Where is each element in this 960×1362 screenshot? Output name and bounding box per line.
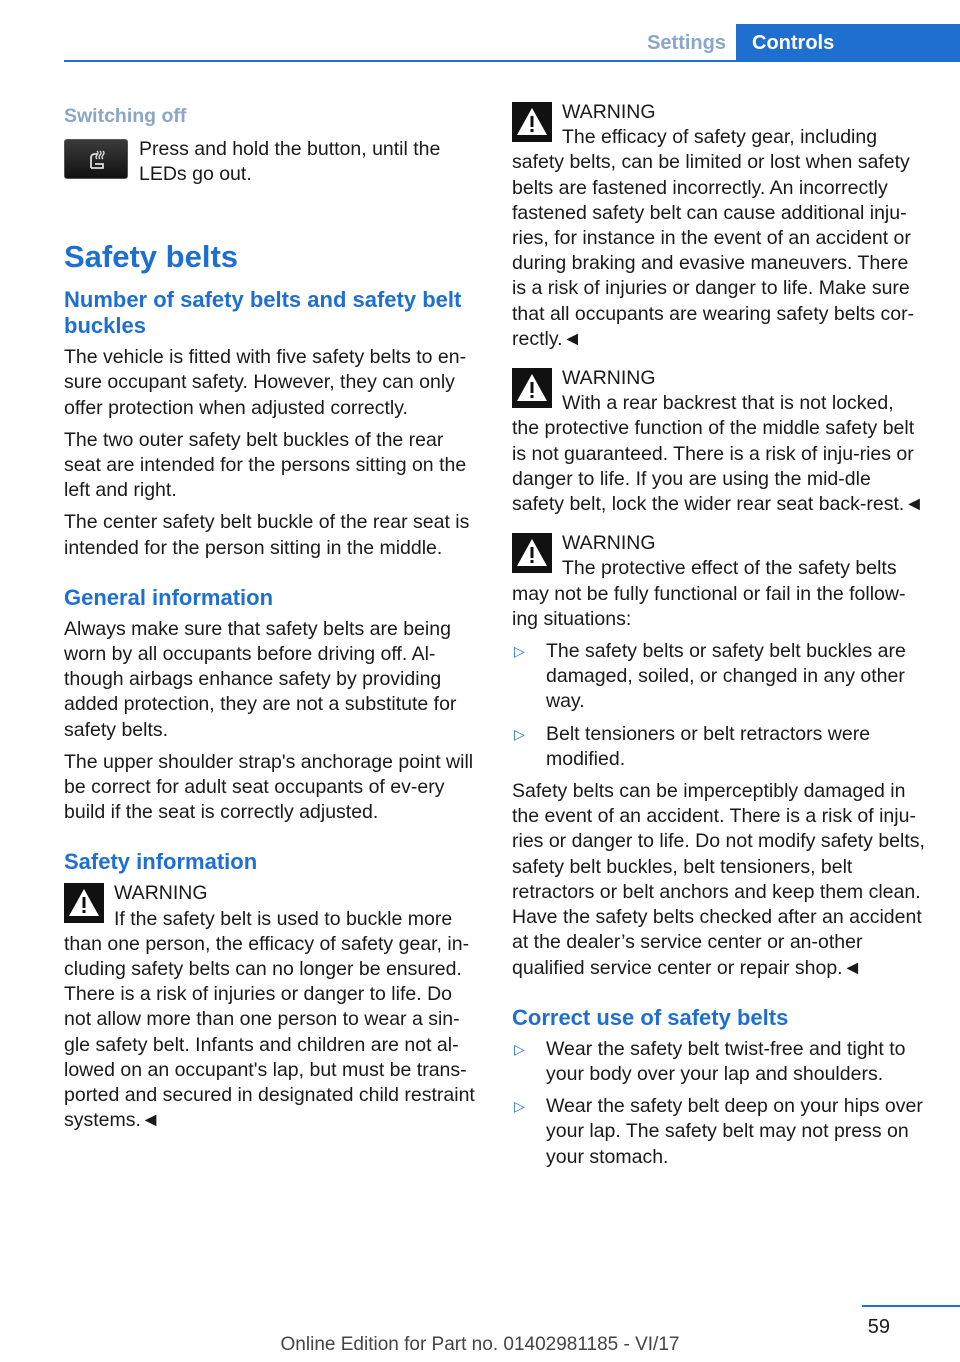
bullet-triangle-icon: ▷ bbox=[514, 643, 525, 660]
warning-triangle-icon bbox=[515, 536, 549, 570]
warning-triangle-icon bbox=[67, 886, 101, 920]
warning-title: WARNING bbox=[114, 882, 208, 905]
warning-block-3 bbox=[512, 366, 926, 517]
warning-text: With a rear backrest that is not locked, the protective function of the middle safety belt is not guaranteed. There is a risk of inju-ries or danger to life. If you are using the mid-dle safety belt, lock the wider rear seat back-rest.◄ bbox=[512, 392, 924, 516]
seat-heating-button-image bbox=[64, 139, 128, 179]
warning-title: WARNING bbox=[562, 367, 656, 390]
seat-heating-icon bbox=[85, 148, 109, 172]
warning-4-list bbox=[512, 639, 926, 772]
switching-off-text: Press and hold the button, until the LEDs go out. bbox=[139, 138, 441, 186]
list-item: ▷ Belt tensioners or belt retractors were modified. bbox=[514, 722, 871, 770]
correct-use-list bbox=[512, 1037, 926, 1170]
number-paragraph-2: The two outer safety belt buckles of the rear seat are intended for the persons sitting on the left and right. bbox=[64, 428, 467, 502]
left-column bbox=[64, 100, 480, 1147]
general-information-title: General information bbox=[64, 584, 274, 610]
number-of-belts-title: Number of safety belts and safety belt buckles bbox=[64, 287, 462, 339]
number-paragraph-1: The vehicle is fitted with five safety belts to en-sure occupant safety. However, they can only offer protection when adjusted correctly. bbox=[64, 346, 467, 419]
warning-block-4 bbox=[512, 531, 926, 632]
warning-title: WARNING bbox=[562, 101, 656, 123]
warning-text: The protective effect of the safety belts may not be fully functional or fail in the follow-ing situations: bbox=[512, 557, 906, 630]
bullet-triangle-icon: ▷ bbox=[514, 1098, 525, 1115]
warning-block-2 bbox=[512, 100, 926, 352]
warning-icon-box bbox=[512, 102, 552, 142]
bullet-triangle-icon: ▷ bbox=[514, 725, 525, 742]
page-number: 59 bbox=[867, 1316, 890, 1338]
warning-icon-box bbox=[64, 883, 104, 923]
warning-icon-box bbox=[512, 533, 552, 573]
edition-footer: Online Edition for Part no. 01402981185 - VI/17 bbox=[280, 1334, 680, 1355]
general-paragraph-1: Always make sure that safety belts are being worn by all occupants before driving off. Al-though airbags enhance safety by providing added protection, they are not a substitute for safety belts. bbox=[64, 617, 457, 741]
footer-rule bbox=[862, 1305, 960, 1307]
correct-use-title: Correct use of safety belts bbox=[512, 1004, 789, 1030]
safety-information-title: Safety information bbox=[64, 849, 258, 875]
list-item: ▷ Wear the safety belt twist-free and tight to your body over your lap and shoulders. bbox=[514, 1037, 906, 1085]
right-column bbox=[512, 100, 926, 1177]
warning-text: The efficacy of safety gear, including safety belts, can be limited or lost when safety belts are fastened incorrectly. An incorrectly fastened safety belt can cause additional inju-ries, for instance in the event of an accident or during braking and evasive maneuvers. There is a risk of injuries or danger to life. Make sure that all occupants are wearing safety belts cor-rectly.◄ bbox=[512, 126, 915, 350]
warning-icon-box bbox=[512, 368, 552, 408]
warning-triangle-icon bbox=[515, 105, 549, 139]
warning-triangle-icon bbox=[515, 371, 549, 405]
header-section-settings: Settings bbox=[647, 32, 726, 54]
list-item: ▷ The safety belts or safety belt buckles are damaged, soiled, or changed in any other way. bbox=[514, 640, 906, 713]
warning-title: WARNING bbox=[562, 532, 656, 555]
general-paragraph-2: The upper shoulder strap's anchorage point will be correct for adult seat occupants of ev-ery build if the seat is correctly adjusted. bbox=[64, 750, 474, 824]
warning-4-after-text: Safety belts can be imperceptibly damaged in the event of an accident. There is a risk of inju-ries or danger to life. Do not modify safety belts, safety belt buckles, belt tensioners, belt retractors or belt anchors and keep them clean. Have the safety belts checked after an accident at the dealer’s service center or an-other qualified service center or repair shop.◄ bbox=[512, 780, 925, 979]
switching-off-title: Switching off bbox=[64, 105, 187, 127]
warning-block-1 bbox=[64, 881, 480, 1133]
list-item: ▷ Wear the safety belt deep on your hips over your lap. The safety belt may not press on your stomach. bbox=[514, 1095, 923, 1168]
safety-belts-title: Safety belts bbox=[64, 239, 239, 275]
header-chapter-controls: Controls bbox=[736, 24, 960, 62]
number-paragraph-3: The center safety belt buckle of the rear seat is intended for the person sitting in the middle. bbox=[64, 511, 470, 559]
bullet-triangle-icon: ▷ bbox=[514, 1040, 525, 1057]
switching-off-row bbox=[64, 137, 480, 189]
warning-text: If the safety belt is used to buckle more than one person, the efficacy of safety gear, in-cluding safety belts can no longer be ensured. There is a risk of injuries or danger to life. Do not allow more than one person to wear a sin-gle safety belt. Infants and children are not al-lowed on an occupant's lap, but must be trans-ported and secured in designated child restraint systems.◄ bbox=[64, 907, 475, 1132]
